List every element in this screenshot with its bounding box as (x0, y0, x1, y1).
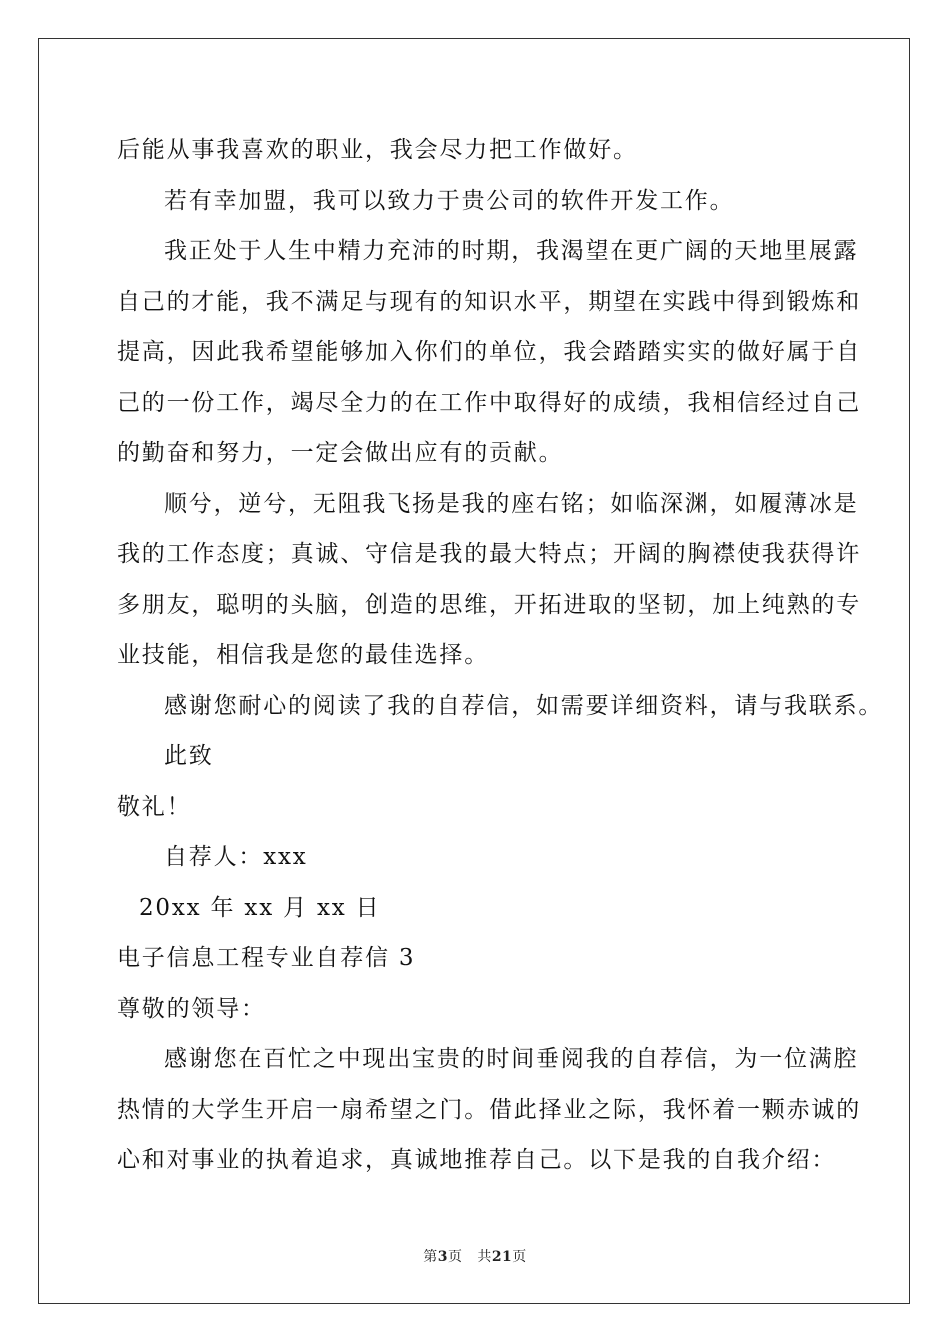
text-line: 顺兮，逆兮，无阻我飞扬是我的座右铭；如临深渊，如履薄冰是 (164, 490, 859, 517)
text-line: 感谢您耐心的阅读了我的自荐信，如需要详细资料，请与我联系。 (164, 692, 884, 719)
text-line: 多朋友，聪明的头脑，创造的思维，开拓进取的坚韧，加上纯熟的专 (117, 591, 861, 618)
text-line: 热情的大学生开启一扇希望之门。借此择业之际，我怀着一颗赤诚的 (117, 1096, 861, 1123)
section-title: 电子信息工程专业自荐信 3 (117, 945, 416, 971)
salutation-regards: 敬礼！ (117, 793, 192, 820)
text-line: 心和对事业的执着追求，真诚地推荐自己。以下是我的自我介绍： (117, 1147, 837, 1173)
text-line: 我正处于人生中精力充沛的时期，我渴望在更广阔的天地里展露 (164, 238, 859, 264)
date-line: 20xx 年 xx 月 xx 日 (139, 894, 381, 921)
footer-total-prefix: 共 (477, 1249, 492, 1265)
text-line: 我的工作态度；真诚、守信是我的最大特点；开阔的胸襟使我获得许 (117, 541, 861, 567)
page-footer (0, 1246, 950, 1266)
text-line: 业技能，相信我是您的最佳选择。 (117, 642, 489, 668)
text-line: 若有幸加盟，我可以致力于贵公司的软件开发工作。 (164, 187, 735, 214)
text-line: 己的一份工作，竭尽全力的在工作中取得好的成绩，我相信经过自己 (117, 389, 861, 416)
salutation-closing: 此致 (164, 743, 214, 769)
footer-total-pages: 21 (491, 1249, 513, 1265)
text-line: 的勤奋和努力，一定会做出应有的贡献。 (117, 440, 564, 466)
text-line: 感谢您在百忙之中现出宝贵的时间垂阅我的自荐信，为一位满腔 (164, 1046, 859, 1072)
text-line: 后能从事我喜欢的职业，我会尽力把工作做好。 (117, 137, 638, 163)
text-line: 自己的才能，我不满足与现有的知识水平，期望在实践中得到锻炼和 (117, 288, 861, 315)
footer-total-unit: 页 (512, 1249, 527, 1265)
text-line: 提高，因此我希望能够加入你们的单位，我会踏踏实实的做好属于自 (117, 339, 861, 365)
greeting-line: 尊敬的领导： (117, 995, 266, 1022)
document-body (117, 125, 884, 1186)
signature-line: 自荐人：xxx (164, 844, 308, 870)
footer-page-number: 3 (437, 1249, 448, 1265)
footer-page-prefix: 第 (423, 1249, 438, 1265)
footer-page-unit: 页 (447, 1249, 463, 1265)
